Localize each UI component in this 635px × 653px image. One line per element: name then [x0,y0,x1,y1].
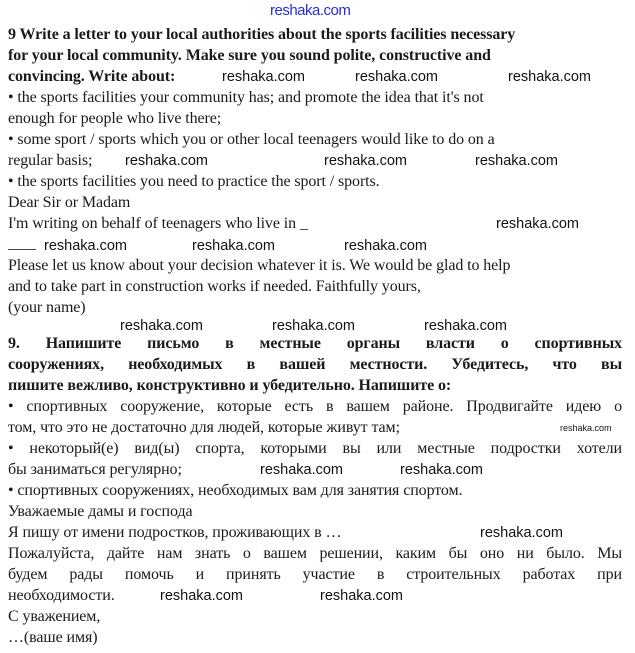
watermark: reshaka.com [44,238,128,254]
watermark: reshaka.com [344,238,428,254]
bullet-line-en: • the sports facilities your community has; and promote the idea that it's not [8,89,484,106]
task-heading-en: 9 Write a letter to your local authorities about the sports facilities necessary [8,26,516,43]
bullet-line-en: • some sport / sports which you or other local teenagers would like to do on a [8,131,495,148]
watermark: reshaka.com [125,153,209,169]
bullet-line-ru: бы заниматься регулярно; [8,461,182,478]
bullet-line-ru: том, что это не достаточно для людей, которые живут там; [8,419,400,436]
watermark: reshaka.com [424,318,508,334]
bullet-line-ru: • некоторый(е) вид(ы) спорта, которыми вы или местные подростки хотели [8,440,622,457]
task-heading-ru: пишите вежливо, конструктивно и убедительно. Напишите о: [8,377,452,394]
watermark: reshaka.com [120,318,204,334]
letter-greeting-ru: Уважаемые дамы и господа [8,503,193,520]
letter-signature-en: (your name) [8,299,86,316]
watermark: reshaka.com [320,588,404,604]
watermark-top[interactable]: reshaka.com [270,2,351,19]
watermark: reshaka.com [324,153,408,169]
blank-underline [8,236,36,256]
watermark: reshaka.com [496,216,580,232]
letter-line-en: I'm writing on behalf of teenagers who live in _ [8,215,308,232]
watermark: reshaka.com [192,238,276,254]
watermark: reshaka.com [508,69,592,85]
watermark: reshaka.com [480,525,564,541]
watermark: reshaka.com [260,462,344,478]
watermark: reshaka.com [160,588,244,604]
letter-greeting-en: Dear Sir or Madam [8,194,131,211]
letter-line-ru: Я пишу от имени подростков, проживающих в … [8,524,342,541]
bullet-line-en: enough for people who live there; [8,110,222,127]
letter-line-en: and to take part in construction works if needed. Faithfully yours, [8,278,421,295]
task-heading-ru: сооружениях, необходимых в вашей местности. Убедитесь, что вы [8,356,622,373]
watermark: reshaka.com [355,69,439,85]
bullet-line-en: regular basis; [8,152,93,169]
bullet-line-ru: • спортивных сооружениях, необходимых вам для занятия спортом. [8,482,463,499]
watermark: reshaka.com [272,318,356,334]
task-heading-ru: 9. Напишите письмо в местные органы власти о спортивных [8,335,622,352]
letter-line-ru: Пожалуйста, дайте нам знать о вашем решении, каким бы оно ни было. Мы [8,545,622,562]
letter-closing-ru: С уважением, [8,608,101,625]
watermark: reshaka.com [560,423,612,433]
bullet-line-en: • the sports facilities you need to practice the sport / sports. [8,173,380,190]
letter-line-ru: необходимости. [8,587,115,604]
task-heading-en: convincing. Write about: [8,68,176,85]
watermark: reshaka.com [475,153,559,169]
bullet-line-ru: • спортивных сооружение, которые есть в вашем районе. Продвигайте идею о [8,398,622,415]
watermark: reshaka.com [400,462,484,478]
task-heading-en: for your local community. Make sure you sound polite, constructive and [8,47,491,64]
letter-line-en: Please let us know about your decision whatever it is. We would be glad to help [8,257,511,274]
letter-line-ru: будем рады помочь и принять участие в строительных работах при [8,566,622,583]
watermark: reshaka.com [222,69,306,85]
letter-signature-ru: …(ваше имя) [8,629,98,646]
